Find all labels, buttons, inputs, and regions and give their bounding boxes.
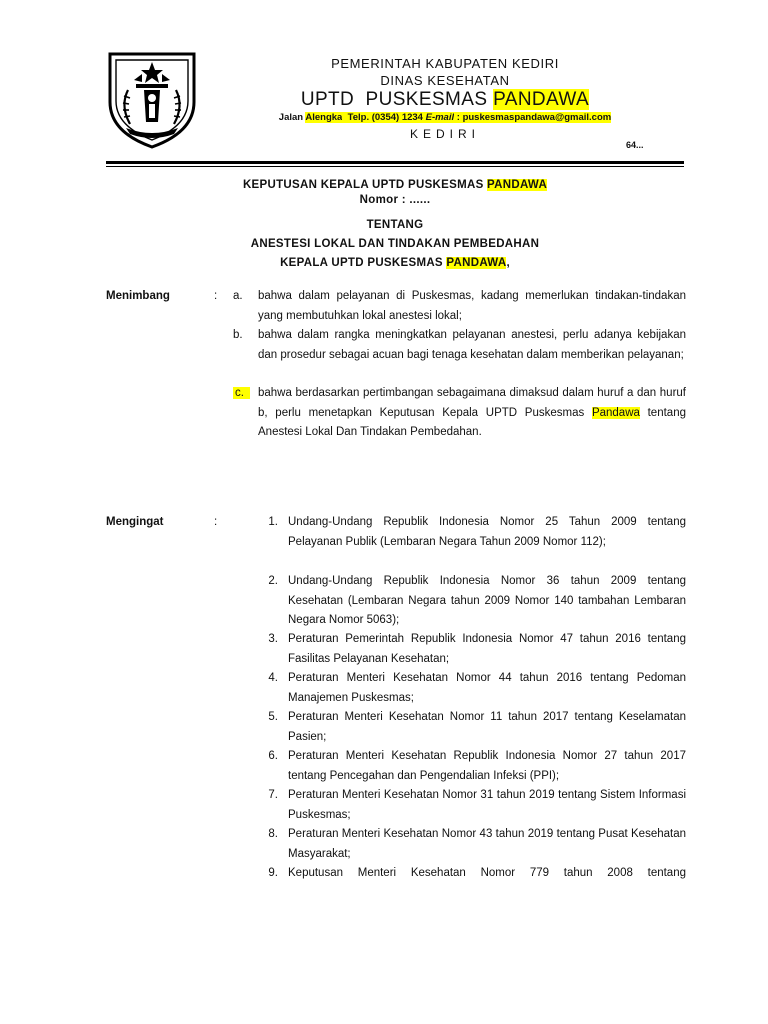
decree-subject: ANESTESI LOKAL DAN TINDAKAN PEMBEDAHAN [250,238,540,250]
menimbang-item-a: bahwa dalam pelayanan di Puskesmas, kadang memerlukan tindakan-tindakan yang membutuhkan lokal anestesi lokal; [258,290,686,322]
decree-title-name: PANDAWA [487,179,548,191]
menimbang-marker-c: c. [233,387,250,399]
mengingat-num-3: 3. [268,633,278,645]
government-name: PEMERINTAH KABUPATEN KEDIRI [331,56,559,71]
address-prefix: Jalan [278,112,306,123]
menimbang-item-c-after: tentang Anestesi Lokal Dan Tindakan Pembedahan. [258,406,686,438]
kediri-regency-emblem-icon [106,50,198,150]
unit-name [240,89,650,111]
letterhead-rule-thick [106,161,684,164]
mengingat-num-8: 8. [268,828,278,840]
decree-title-prefix: KEPUTUSAN KEPALA UPTD PUSKESMAS [242,179,488,191]
decree-about: TENTANG [366,219,424,231]
mengingat-item-2: Undang-Undang Republik Indonesia Nomor 36 tahun 2009 tentang Kesehatan (Lembaran Negara tahun 2009 Nomor 140 tambahan Lembaran Negara Nomor 5063); [288,575,686,626]
menimbang-marker-a: a. [233,290,243,302]
decree-head [180,257,610,269]
menimbang-item-c [258,384,686,443]
menimbang-item-c-highlight: Pandawa [591,406,640,419]
letterhead [0,0,768,170]
mengingat-item-6: Peraturan Menteri Kesehatan Republik Indonesia Nomor 27 tahun 2017 tentang Pencegahan dan Pengendalian Infeksi (PPI); [288,750,686,782]
address-line [240,112,650,123]
decree-head-name: PANDAWA [446,257,507,269]
mengingat-num-7: 7. [268,789,278,801]
letterhead-rule-thin [106,166,684,167]
menimbang-item-b: bahwa dalam rangka meningkatkan pelayanan anestesi, perlu adanya kebijakan dan prosedur sebagai acuan bagi tenaga kesehatan dalam memberikan pelayanan; [258,329,686,361]
menimbang-label: Menimbang [106,290,170,302]
email-value: : puskesmaspandawa@gmail.com [454,112,612,123]
menimbang-colon: : [214,290,218,302]
menimbang-item-c-before: bahwa berdasarkan pertimbangan sebagaimana dimaksud dalam huruf a dan huruf b, perlu menetapkan Keputusan Kepala UPTD Puskesmas [258,387,686,419]
mengingat-item-5: Peraturan Menteri Kesehatan Nomor 11 tahun 2017 tentang Keselamatan Pasien; [288,711,686,743]
address-street: Alengka [305,112,343,123]
mengingat-item-4: Peraturan Menteri Kesehatan Nomor 44 tahun 2016 tentang Pedoman Manajemen Puskesmas; [288,672,686,704]
mengingat-label: Mengingat [106,516,164,528]
mengingat-item-9: Keputusan Menteri Kesehatan Nomor 779 tahun 2008 tentang [288,867,686,879]
mengingat-num-9: 9. [268,867,278,879]
mengingat-num-5: 5. [268,711,278,723]
mengingat-item-7: Peraturan Menteri Kesehatan Nomor 31 tahun 2019 tentang Sistem Informasi Puskesmas; [288,789,686,821]
address-phone: Telp. (0354) 1234 [342,112,426,123]
decree-head-prefix: KEPALA UPTD PUSKESMAS [280,257,447,269]
mengingat-num-4: 4. [268,672,278,684]
menimbang-marker-b: b. [233,329,243,341]
email-label: E-mail [425,112,455,123]
unit-name-highlight: PANDAWA [493,89,590,110]
mengingat-item-1: Undang-Undang Republik Indonesia Nomor 25 Tahun 2009 tentang Pelayanan Publik (Lembaran Negara Tahun 2009 Nomor 112); [288,516,686,548]
mengingat-num-1: 1. [268,516,278,528]
unit-prefix: UPTD PUSKESMAS [300,89,494,110]
decree-title [180,179,610,191]
mengingat-colon: : [214,516,218,528]
decree-head-suffix: , [506,257,510,269]
mengingat-num-6: 6. [268,750,278,762]
city-name: KEDIRI [409,127,480,141]
mengingat-num-2: 2. [268,575,278,587]
mengingat-item-3: Peraturan Pemerintah Republik Indonesia Nomor 47 tahun 2016 tentang Fasilitas Pelayanan Kesehatan; [288,633,686,665]
department-name: DINAS KESEHATAN [380,73,510,88]
mengingat-item-8: Peraturan Menteri Kesehatan Nomor 43 tahun 2019 tentang Pusat Kesehatan Masyarakat; [288,828,686,860]
document-code: 64... [626,140,644,150]
decree-number: Nomor : ...... [359,194,431,206]
